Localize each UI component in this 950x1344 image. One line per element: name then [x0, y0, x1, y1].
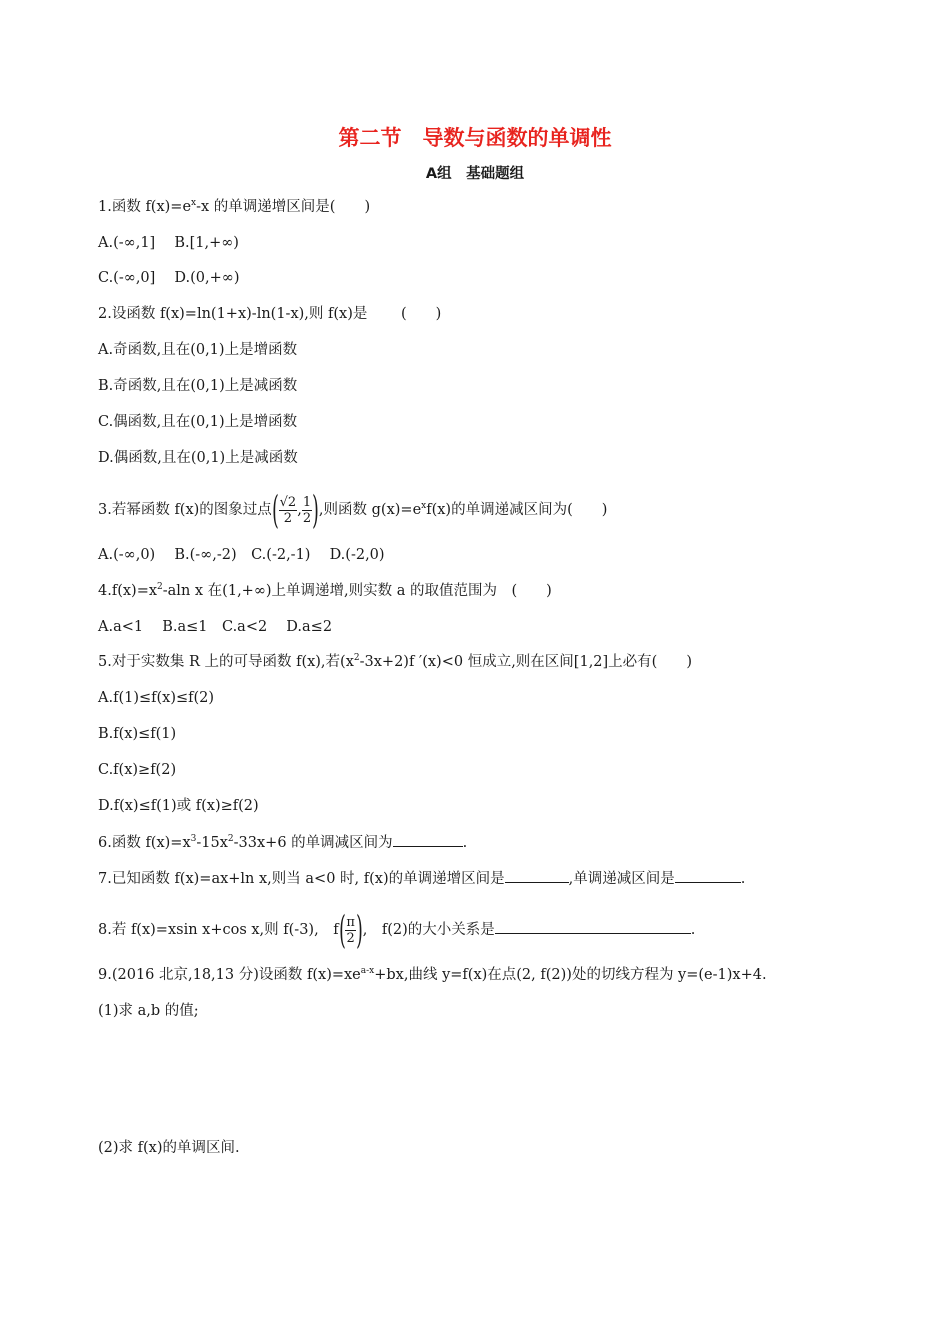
q5-stem: 5.对于实数集 R 上的可导函数 f(x),若$(x^2-3x+2)f$ ′(x)<0 恒成立,则在区间[1,2]上必有( ) [98, 653, 692, 670]
q4-options: A.a<1 B.a≤1 C.a<2 D.a≤2 [98, 619, 333, 635]
pi-over-two-fraction: $\frac{\pi}{2}$ [346, 914, 355, 946]
q9-stem: 9.(2016 北京,18,13 分)设函数 $f(x)=xe^{a-x}+bx$,曲线 y=f(x)在点(2, f(2))处的切线方程为 y=(e-1)x+4. [98, 966, 767, 983]
q4-stem: $4.f(x)=x^2$-aln x 在(1,+∞)上单调递增,则实数 a 的取值范围为 ( ) [98, 582, 552, 599]
answer-blank-decreasing [675, 868, 741, 883]
q2-stem: 2.设函数 f(x)=ln(1+x)-ln(1-x),则 f(x)是 ( ) [98, 306, 442, 322]
q5-option-c: C.f(x)≥f(2) [98, 762, 177, 778]
q1-options-cd: C.(-∞,0] D.(0,+∞) [98, 270, 240, 286]
q7-stem: 7.已知函数 f(x)=ax+ln x,则当 a<0 时, f(x)的单调递增区间是 ,单调递减区间是 . [98, 868, 745, 889]
q2-option-b: B.奇函数,且在(0,1)上是减函数 [98, 378, 298, 394]
q2-option-c: C.偶函数,且在(0,1)上是增函数 [98, 414, 298, 430]
left-paren-glyph: ( [338, 908, 346, 952]
q1-options-ab: A.(-∞,1] B.[1,+∞) [98, 235, 239, 251]
q8-stem: 8.若 f(x)=xsin x+cos x,则 f(-3), f( $\frac{\pi}{2}$ ), f(2)的大小关系是 . [98, 908, 696, 952]
q2-option-a: A.奇函数,且在(0,1)上是增函数 [98, 342, 298, 358]
q1-stem: 1.函数 $f(x)=e^x-x$ 的单调递增区间是( ) [98, 198, 371, 215]
section-title: 第二节 导数与函数的单调性 [338, 126, 612, 150]
q2-option-d: D.偶函数,且在(0,1)上是减函数 [98, 450, 298, 466]
q9-part-1: (1)求 a,b 的值; [98, 1003, 199, 1019]
q3-options: A.(-∞,0) B.(-∞,-2) C.(-2,-1) D.(-2,0) [98, 547, 385, 563]
point-y-fraction: $\frac{1}{2}$ [302, 494, 312, 526]
q9-part-2: (2)求 f(x)的单调区间. [98, 1140, 240, 1156]
q5-option-b: B.f(x)≤f(1) [98, 726, 177, 742]
group-title: A组 基础题组 [425, 166, 525, 182]
q5-option-a: A.f(1)≤f(x)≤f(2) [98, 690, 215, 706]
answer-blank [495, 919, 691, 934]
left-paren-glyph: ( [271, 488, 279, 532]
q6-stem: 6.函数 $f(x)=x^3-15x^2-33x+6$ 的单调减区间为 . [98, 834, 468, 851]
q5-option-d: D.f(x)≤f(1)或 f(x)≥f(2) [98, 798, 259, 814]
point-x-fraction: $\frac{√2}{2}$ [279, 494, 297, 526]
right-paren-glyph: ) [312, 488, 319, 532]
answer-blank-increasing [505, 868, 569, 883]
answer-blank [393, 832, 463, 847]
q3-stem: 3.若幂函数 f(x)的图象过点( $\frac{√2}{2}$ , $\frac{1}{2}$ ),则函数 $g(x)=e^xf(x)$的单调递减区间为( ) [98, 488, 608, 532]
right-paren-glyph: ) [356, 908, 363, 952]
